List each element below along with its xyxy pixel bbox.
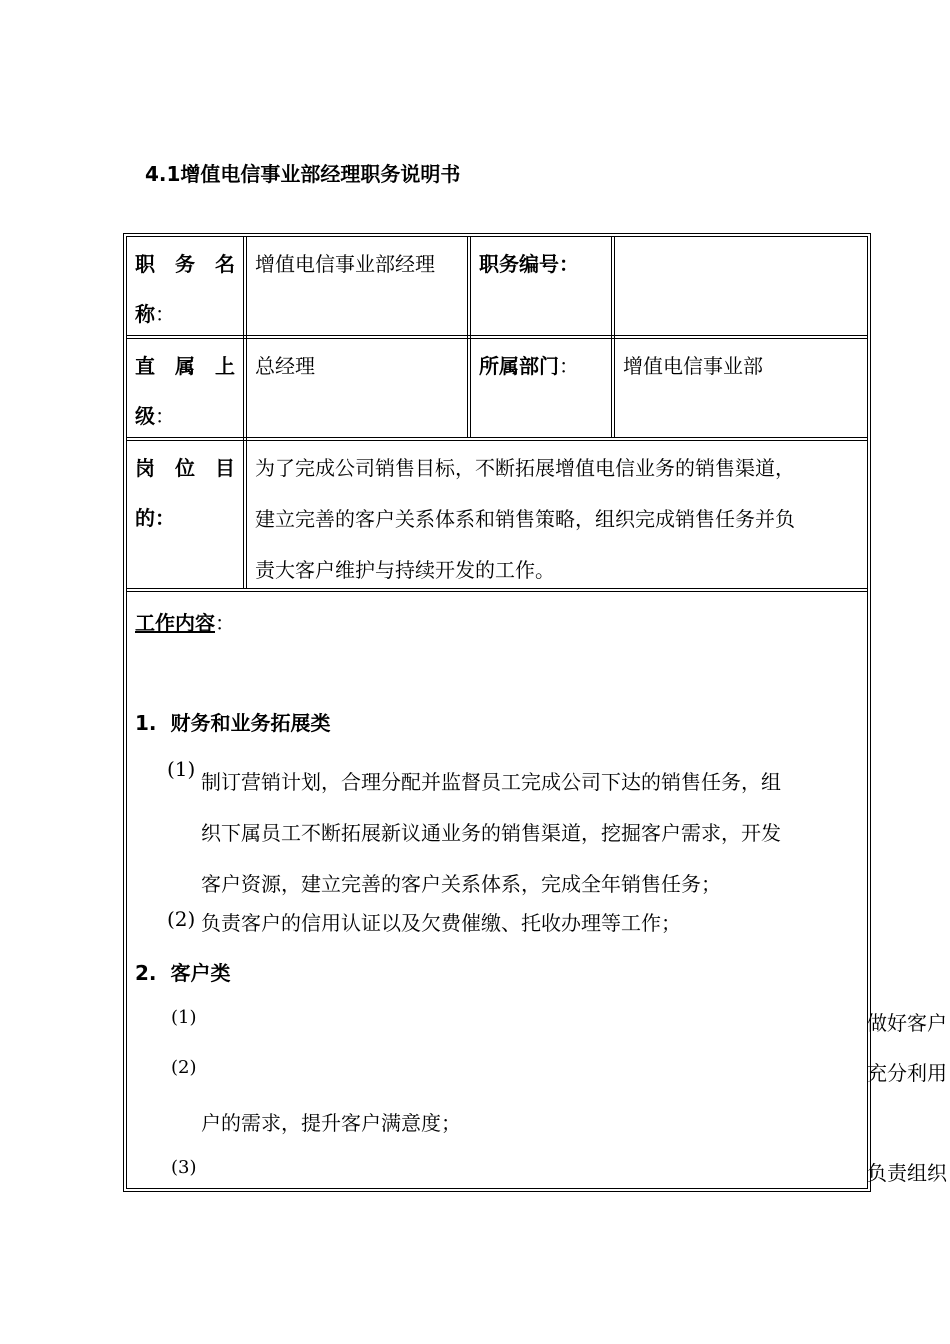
section-2-item-1-number: (1)	[171, 1007, 197, 1028]
row-divider	[127, 335, 867, 339]
section-2-item-2-number: (2)	[171, 1057, 197, 1078]
supervisor-value: 总经理	[255, 354, 315, 378]
supervisor-label: 直 属 上 级：	[135, 354, 235, 428]
job-title-value: 增值电信事业部经理	[255, 252, 435, 276]
section-1-item-2-number: (2)	[167, 907, 196, 931]
purpose-label: 岗 位 目 的：	[135, 456, 235, 530]
section-1-item-1-number: (1)	[167, 757, 196, 781]
section-2-heading: 2. 客户类	[135, 961, 231, 985]
section-2-item-2-text: 充分利用	[867, 1061, 947, 1085]
department-label: 所属部门：	[479, 354, 579, 378]
column-divider	[243, 237, 247, 588]
section-2-item-3-number: (3)	[171, 1157, 197, 1178]
section-2-item-1-text: 做好客户	[867, 1011, 947, 1035]
section-1-item-2-text: 负责客户的信用认证以及欠费催缴、托收办理等工作；	[201, 911, 681, 935]
section-2-item-3-text: 负责组织	[867, 1161, 947, 1185]
row-divider	[127, 437, 867, 441]
department-value: 增值电信事业部	[623, 354, 763, 378]
table-inner-border	[126, 236, 947, 1189]
section-2-item-2-continuation: 户的需求，提升客户满意度；	[201, 1111, 461, 1135]
purpose-value: 为了完成公司销售目标，不断拓展增值电信业务的销售渠道， 建立完善的客户关系体系和销售策略，组织完成销售任务并负 责大客户维护与持续开发的工作。	[255, 456, 795, 582]
document-title: 4.1增值电信事业部经理职务说明书	[145, 162, 461, 186]
column-divider	[467, 237, 471, 437]
job-number-label: 职务编号：	[479, 252, 579, 276]
job-title-label: 职 务 名 称：	[135, 252, 235, 326]
column-divider	[611, 237, 615, 437]
job-description-table	[123, 233, 947, 1192]
section-1-item-1-text: 制订营销计划，合理分配并监督员工完成公司下达的销售任务，组 织下属员工不断拓展新议通业务的销售渠道，挖掘客户需求，开发 客户资源，建立完善的客户关系体系，完成全年销售任务；	[201, 770, 781, 896]
work-content-heading: 工作内容：	[135, 611, 235, 635]
section-1-heading: 1. 财务和业务拓展类	[135, 711, 331, 735]
